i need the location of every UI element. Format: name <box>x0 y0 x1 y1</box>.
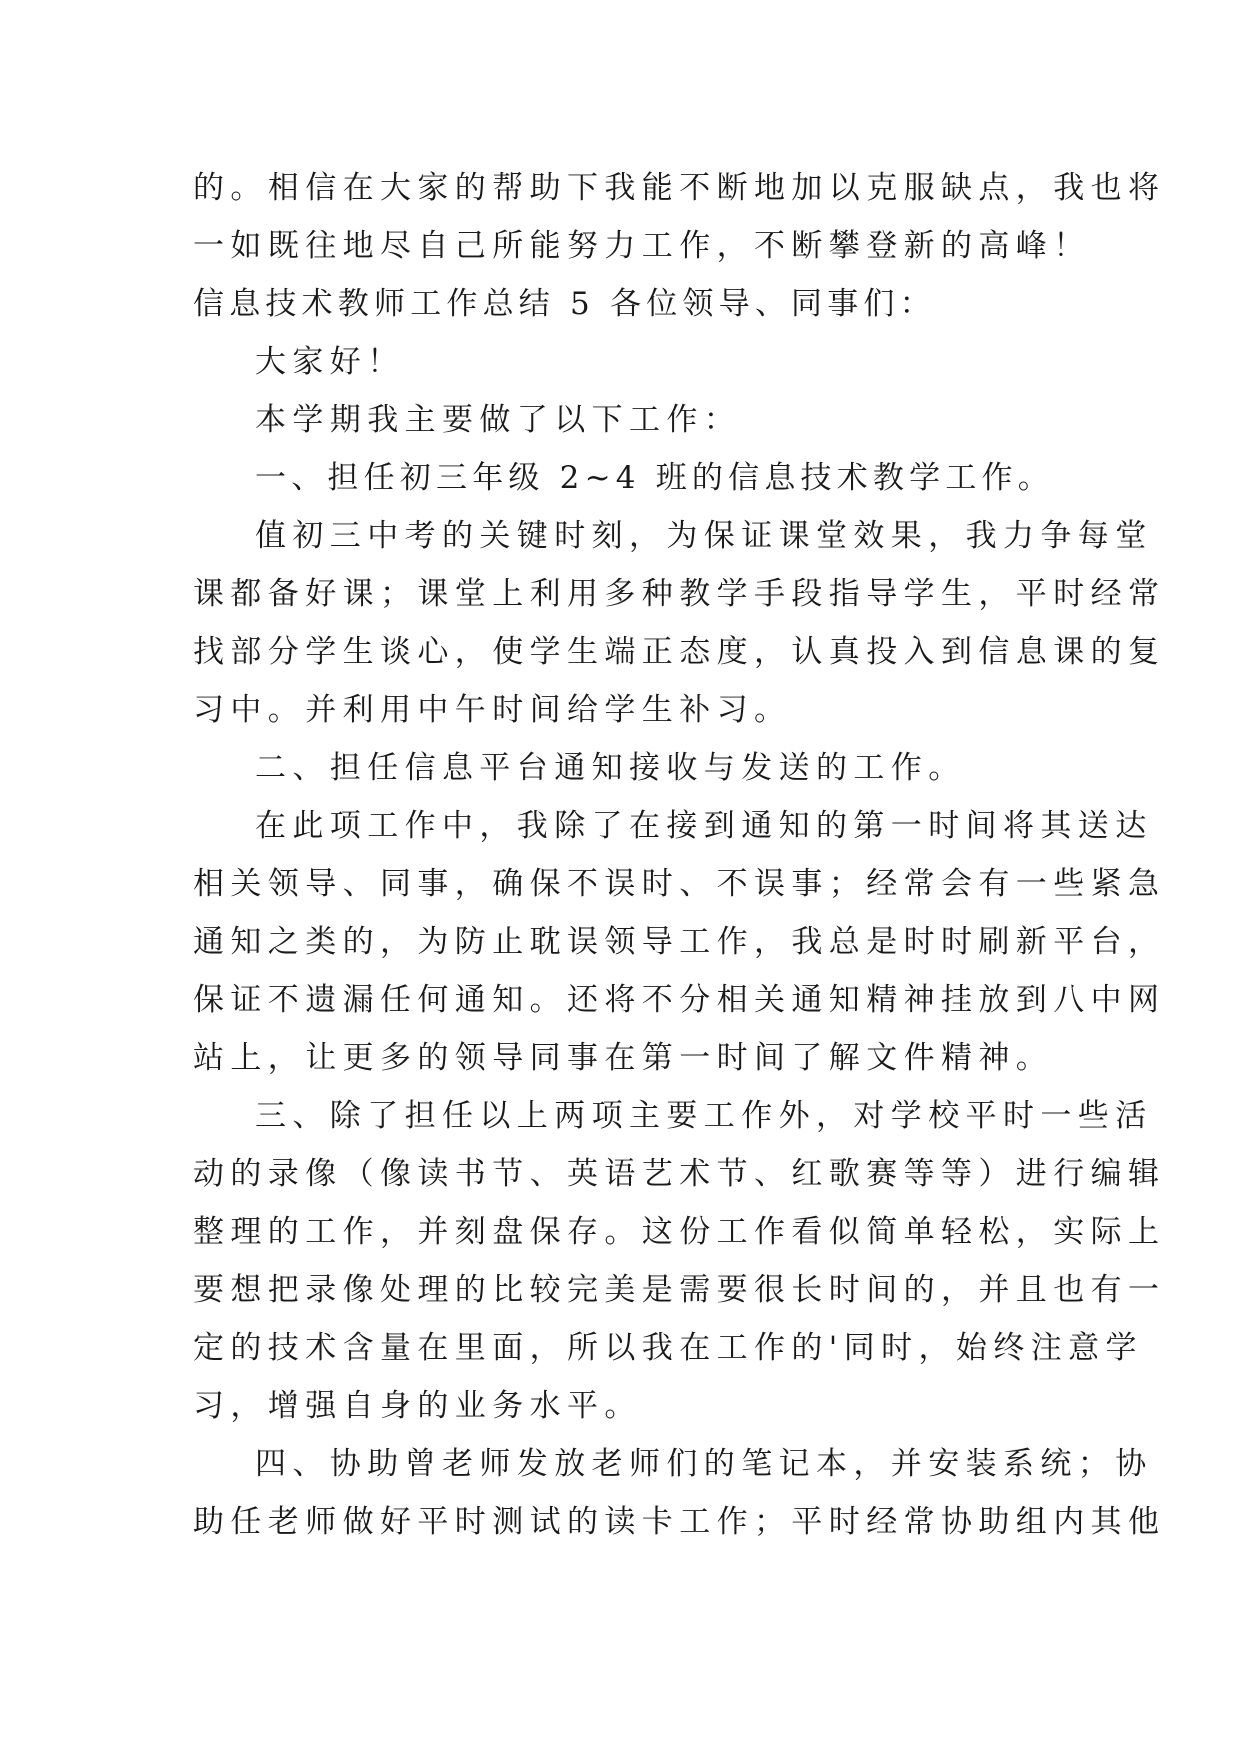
text-line: 值初三中考的关键时刻，为保证课堂效果，我力争每堂 <box>255 518 1153 554</box>
text-line: 助任老师做好平时测试的读卡工作；平时经常协助组内其他 <box>193 1504 1166 1540</box>
text-line: 站上，让更多的领导同事在第一时间了解文件精神。 <box>193 1040 1054 1076</box>
text-line: 的。相信在大家的帮助下我能不断地加以克服缺点，我也将 <box>193 170 1166 206</box>
text-line: 找部分学生谈心，使学生端正态度，认真投入到信息课的复 <box>193 634 1166 670</box>
section-heading: 一、担任初三年级 2~4 班的信息技术教学工作。 <box>255 460 1054 496</box>
section-heading: 四、协助曾老师发放老师们的笔记本，并安装系统；协 <box>255 1446 1153 1482</box>
section-heading: 三、除了担任以上两项主要工作外，对学校平时一些活 <box>255 1098 1153 1134</box>
text-line: 一如既往地尽自己所能努力工作，不断攀登新的高峰！ <box>193 228 1091 264</box>
text-line: 动的录像（像读书节、英语艺术节、红歌赛等等）进行编辑 <box>193 1156 1166 1192</box>
text-line: 定的技术含量在里面，所以我在工作的'同时，始终注意学 <box>193 1330 1143 1366</box>
text-line: 习中。并利用中午时间给学生补习。 <box>193 692 792 728</box>
text-line: 整理的工作，并刻盘保存。这份工作看似简单轻松，实际上 <box>193 1214 1166 1250</box>
text-line: 课都备好课；课堂上利用多种教学手段指导学生，平时经常 <box>193 576 1166 612</box>
text-line: 保证不遗漏任何通知。还将不分相关通知精神挂放到八中网 <box>193 982 1166 1018</box>
heading-line: 信息技术教师工作总结 5 各位领导、同事们： <box>193 286 936 322</box>
text-line: 习，增强自身的业务水平。 <box>193 1388 642 1424</box>
text-line: 要想把录像处理的比较完美是需要很长时间的，并且也有一 <box>193 1272 1166 1308</box>
section-heading: 二、担任信息平台通知接收与发送的工作。 <box>255 750 966 786</box>
text-line: 在此项工作中，我除了在接到通知的第一时间将其送达 <box>255 808 1153 844</box>
text-line: 通知之类的，为防止耽误领导工作，我总是时时刷新平台， <box>193 924 1166 960</box>
greeting-line: 大家好！ <box>255 344 405 380</box>
text-line: 本学期我主要做了以下工作： <box>255 402 742 438</box>
text-line: 相关领导、同事，确保不误时、不误事；经常会有一些紧急 <box>193 866 1166 902</box>
